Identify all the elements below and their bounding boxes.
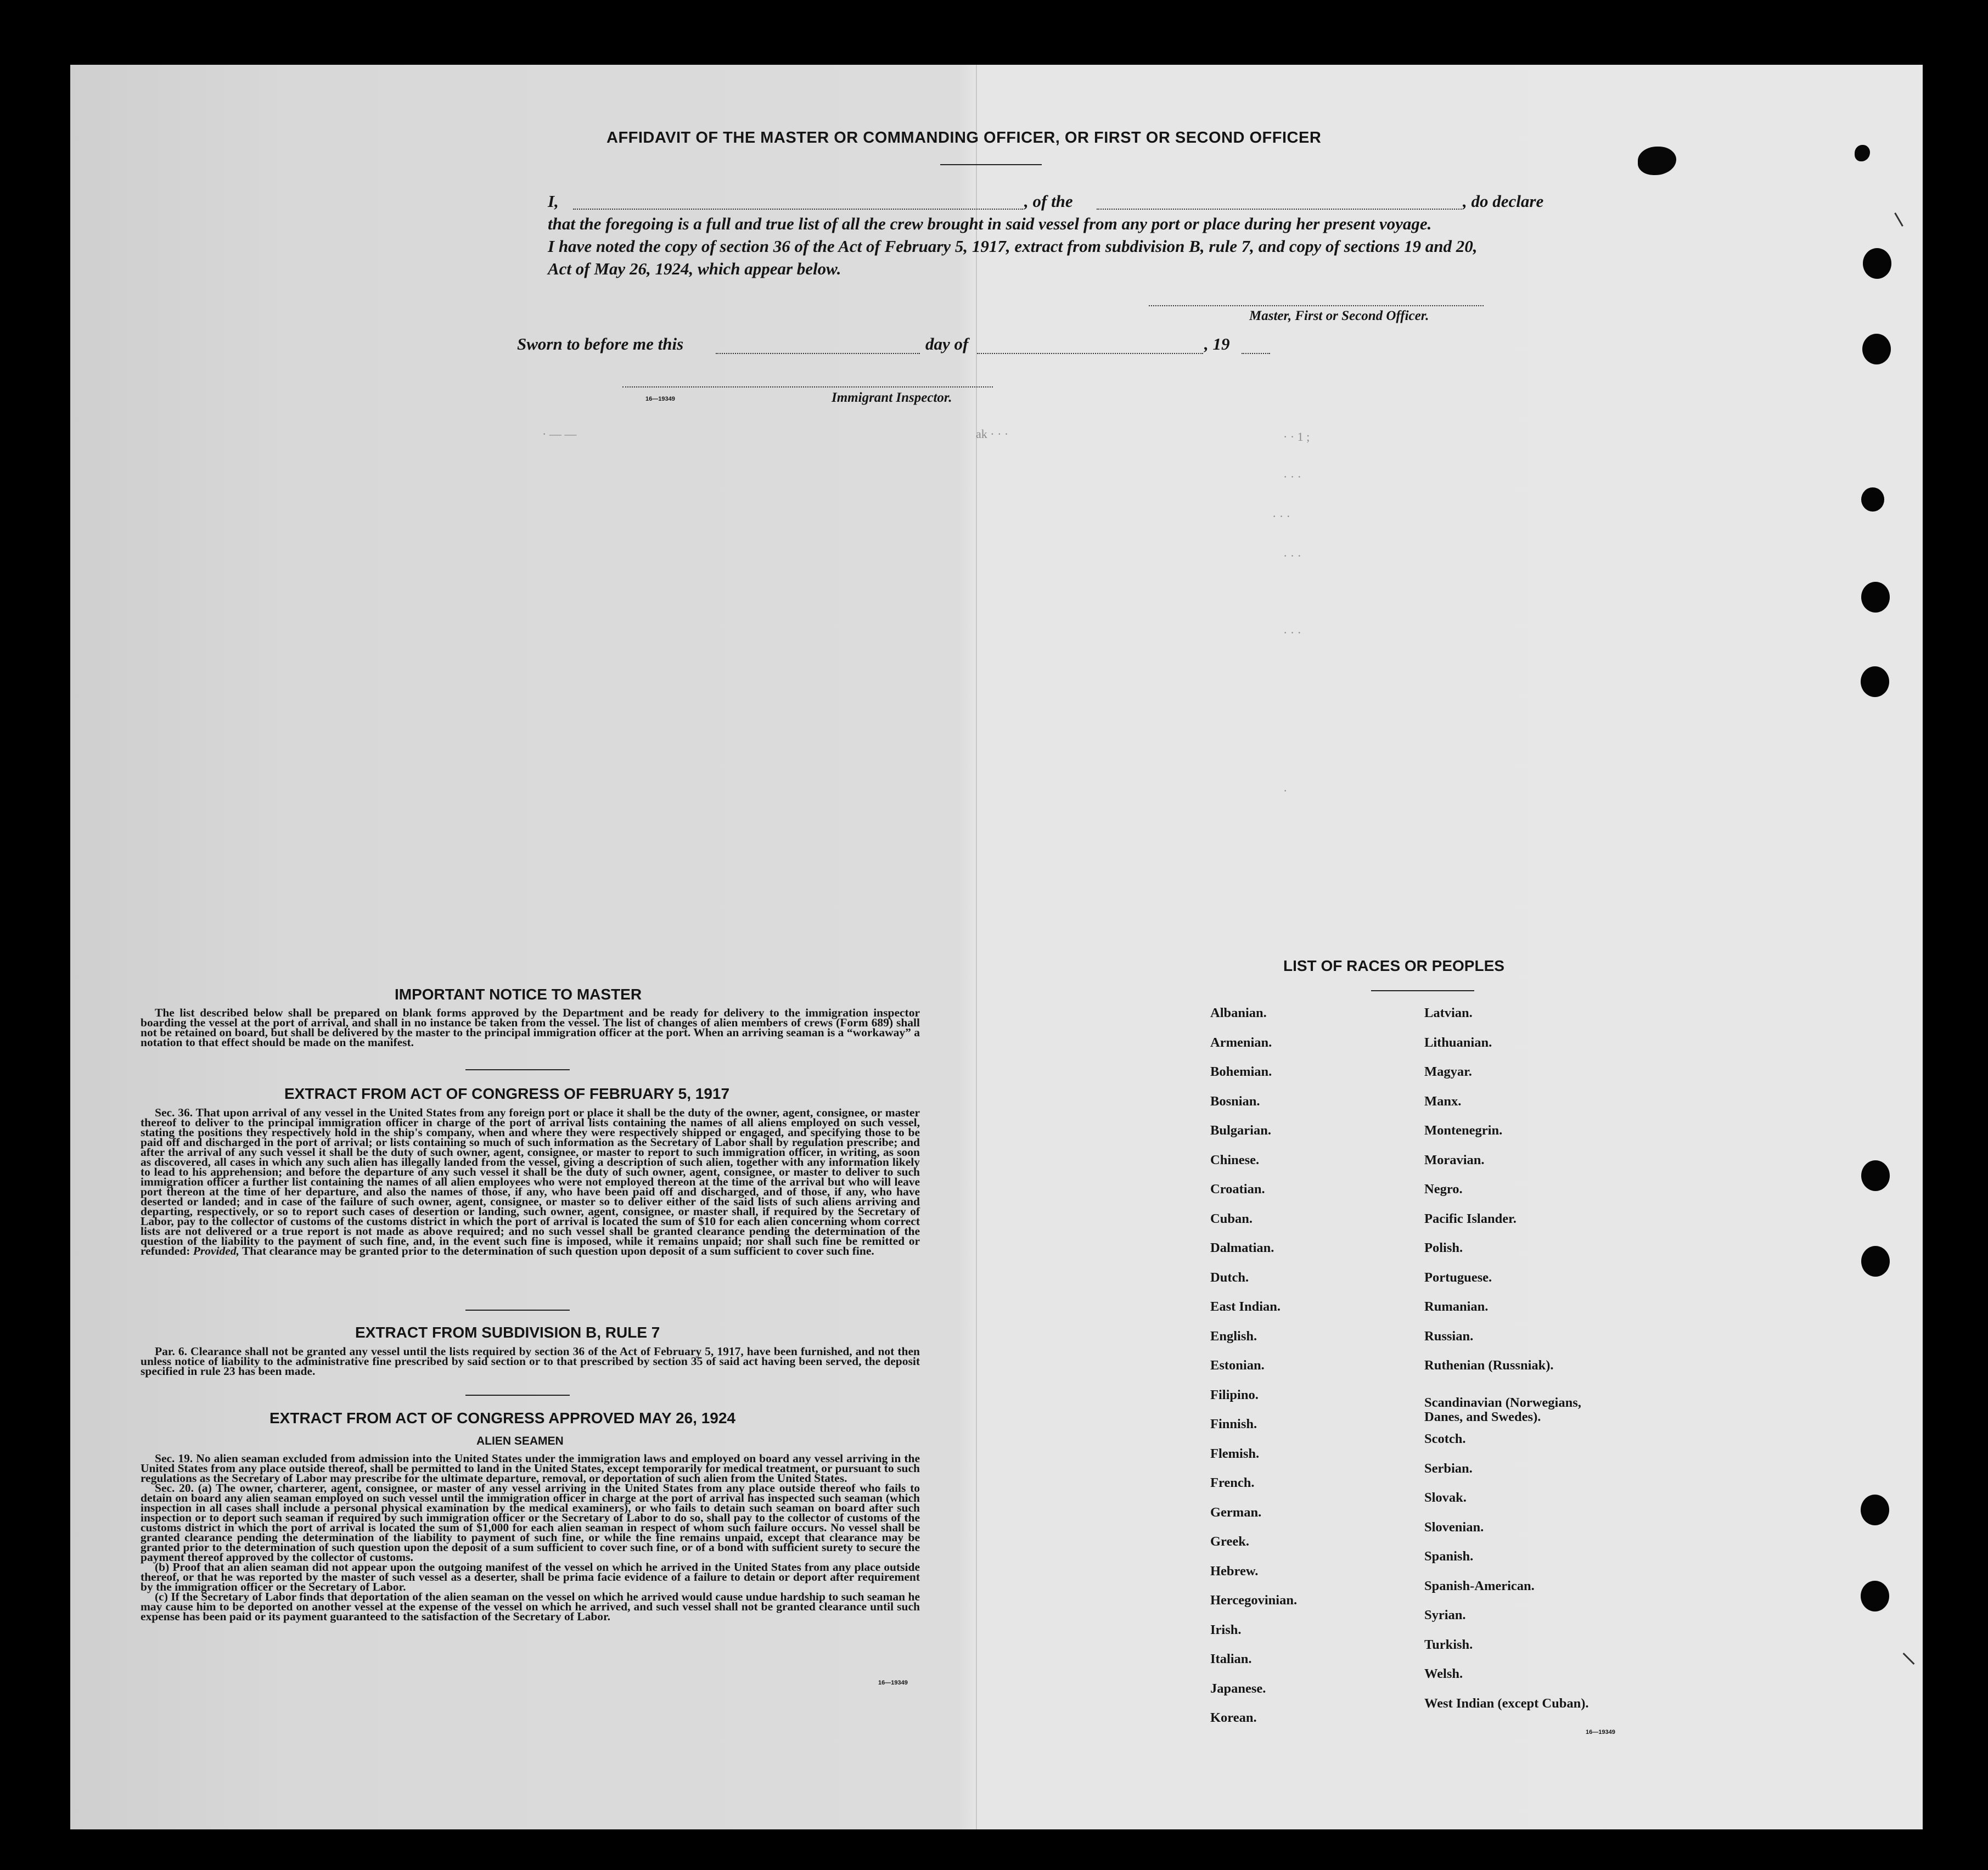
race-item: East Indian. — [1210, 1299, 1281, 1314]
bleed-through-mark: · · · — [1283, 626, 1301, 639]
sec20b-paragraph: (b) Proof that an alien seaman did not appear upon the outgoing manifest of the vessel on which he arrived in the United States from any place outside thereof, or that he was reported by the master of such vessel as a deserter, shall be prima facie evidence of a failure to detain or deport after requirement by the immigration officer or the Secretary of Labor. — [141, 1560, 920, 1593]
declaration-line-3: I have noted the copy of section 36 of the Act of February 5, 1917, extract from subdivision B, rule 7, and copy of sections 19 and 20, — [548, 237, 1478, 256]
notice-rule — [465, 1069, 570, 1070]
race-item: Ruthenian (Russniak). — [1424, 1358, 1554, 1373]
race-item: Hebrew. — [1210, 1563, 1259, 1579]
inspector-signature-line[interactable] — [622, 386, 993, 388]
ink-blot — [1855, 145, 1870, 161]
race-item: Bulgarian. — [1210, 1123, 1271, 1138]
master-signature-line[interactable] — [1149, 305, 1484, 306]
notice-text — [141, 1008, 920, 1047]
race-item: Serbian. — [1424, 1461, 1473, 1476]
notice-paragraph: The list described below shall be prepared on blank forms approved by the Department and be ready for delivery to the immigration inspector boarding the vessel at the port of arrival, and shall in no instance be taken from the vessel. The list of changes of alien members of crews (Form 689) shall not be retained on board, but shall be delivered by the master to the principal immigration officer at the port. When an arriving seaman is a “workaway” a notation to that effect should be made on the manifest. — [141, 1006, 920, 1049]
master-label: Master, First or Second Officer. — [1249, 308, 1429, 323]
sec19-paragraph: Sec. 19. No alien seaman excluded from admission into the United States under the immigration laws and employed on board any vessel arriving in the United States from any place outside thereof, shall be permitted to land in the United States, except temporarily for medical treatment, or pursuant to such regulations as the Secretary of Labor may prescribe for the ultimate departure, removal, or deportation of such alien from the United States. — [141, 1452, 920, 1485]
race-item: Spanish. — [1424, 1549, 1474, 1564]
race-item: Dalmatian. — [1210, 1240, 1274, 1255]
race-item: Dutch. — [1210, 1270, 1249, 1285]
race-item: Scandinavian (Norwegians, — [1424, 1395, 1581, 1410]
race-item: Filipino. — [1210, 1387, 1259, 1402]
sworn-year: , 19 — [1204, 334, 1230, 353]
punch-hole — [1861, 582, 1890, 613]
sec36-provided: Provided, — [193, 1244, 239, 1257]
notice-heading: IMPORTANT NOTICE TO MASTER — [395, 986, 642, 1003]
race-item: Flemish. — [1210, 1446, 1260, 1461]
decl-i: I, — [548, 192, 559, 211]
race-item: Welsh. — [1424, 1666, 1463, 1681]
declaration-line-4: Act of May 26, 1924, which appear below. — [548, 259, 841, 278]
race-item: West Indian (except Cuban). — [1424, 1695, 1589, 1711]
sworn-year-blank[interactable] — [1242, 353, 1270, 354]
rule7-paragraph: Par. 6. Clearance shall not be granted any vessel until the lists required by section 36 of the Act of February 5, 1917, have been furnished, and not then unless notice of liability to the administrative fine prescribed by said section or to that prescribed by section 35 of said act having been served, the deposit specified in rule 23 has been made. — [141, 1345, 920, 1378]
punch-hole — [1861, 1581, 1889, 1611]
bleed-through-mark: · — [1283, 784, 1288, 798]
race-item: Russian. — [1424, 1328, 1474, 1344]
race-item: Polish. — [1424, 1240, 1463, 1255]
races-rule — [1371, 990, 1474, 991]
bleed-through-mark: ak · · · — [976, 427, 1009, 441]
form-number-bottom-left: 16—19349 — [878, 1680, 908, 1686]
punch-hole — [1861, 1160, 1890, 1191]
race-item: Finnish. — [1210, 1417, 1257, 1431]
form-number-top: 16—19349 — [645, 396, 675, 402]
rule7-rule — [465, 1395, 570, 1396]
edge-mark — [1894, 212, 1903, 227]
race-item: Cuban. — [1210, 1211, 1253, 1226]
extract-1917-text — [141, 1108, 920, 1256]
race-item: Rumanian. — [1424, 1299, 1489, 1314]
bleed-through-mark: · · · — [1283, 470, 1301, 484]
rule7-text — [141, 1346, 920, 1376]
extract-1924-heading: EXTRACT FROM ACT OF CONGRESS APPROVED MAY 26, 1924 — [269, 1409, 735, 1427]
race-item: Armenian. — [1210, 1035, 1272, 1050]
title-rule — [940, 164, 1042, 165]
decl-do-declare: , do declare — [1463, 192, 1544, 211]
race-item: Estonian. — [1210, 1358, 1265, 1373]
punch-hole — [1863, 248, 1891, 279]
punch-hole — [1861, 1246, 1890, 1277]
page-fold — [976, 65, 977, 1829]
race-item: Croatian. — [1210, 1182, 1265, 1197]
sec20a-paragraph: Sec. 20. (a) The owner, charterer, agent, consignee, or master of any vessel arriving in the United States from any place outside thereof who fails to detain on board any alien seaman employed on such vessel until the immigration officer in charge at the port of arrival has inspected such seaman (which inspection in all cases shall include a personal physical examination by the medical examiners), or who fails to detain such seaman on board after such inspection or to deport such seaman if required by such immigration officer or the Secretary of Labor to do so, shall pay to the collector of customs of the customs district in which the port of arrival is located the sum of $1,000 for each alien seaman in respect of whom such failure occurs. No vessel shall be granted clearance pending the determination of the liability to payment of such fine, or while the fine remains unpaid, except that clearance may be granted prior to the determination of such question upon the deposit of a sum sufficient to cover such fine, or of a bond with sufficient surety to secure the payment thereof approved by the collector of customs. — [141, 1481, 920, 1564]
race-item: English. — [1210, 1328, 1257, 1344]
race-item: Hercegovinian. — [1210, 1593, 1298, 1608]
race-item: Spanish-American. — [1424, 1578, 1535, 1593]
race-item: Magyar. — [1424, 1064, 1472, 1079]
punch-hole — [1861, 666, 1889, 697]
race-item: Korean. — [1210, 1710, 1257, 1725]
declaration-line-1 — [548, 190, 1569, 212]
race-item: Negro. — [1424, 1182, 1463, 1197]
race-item: Bohemian. — [1210, 1064, 1272, 1079]
punch-hole — [1862, 334, 1891, 364]
extract-1917-heading: EXTRACT FROM ACT OF CONGRESS OF FEBRUARY 5, 1917 — [284, 1085, 730, 1102]
race-item: Slovenian. — [1424, 1519, 1484, 1535]
sworn-text: Sworn to before me this — [517, 334, 684, 353]
decl-of-the: , of the — [1024, 192, 1073, 211]
sworn-month-blank[interactable] — [977, 353, 1203, 354]
race-item: Irish. — [1210, 1622, 1242, 1637]
race-item: Portuguese. — [1424, 1270, 1492, 1285]
sworn-line — [517, 334, 1340, 357]
race-item: Manx. — [1424, 1093, 1462, 1109]
sec36-text-end: That clearance may be granted prior to the determination of such question upon deposit of a sum sufficient to cover such fine. — [242, 1244, 874, 1257]
sec36-text: Sec. 36. That upon arrival of any vessel in the United States from any foreign port or place it shall be the duty of the owner, agent, consignee, or master thereof to deliver to the principal immigration officer in charge of the port of arrival lists containing the names of all aliens employed on such vessel, stating the positions they respectively hold in the ship's company, when and where they were respectively shipped or engaged, and specifying those to be paid off and discharged in the port of arrival; or lists containing so much of such information as the Secretary of Labor shall by regulation prescribe; and after the arrival of any such vessel it shall be the duty of such owner, agent, consignee, or master to report to such immigration officer, in writing, as soon as discovered, all cases in which any such alien has illegally landed from the vessel, giving a description of such alien, together with any information likely to lead to his apprehension; and before the departure of any such vessel it shall be the duty of such owner, agent, consignee, or master to deliver to such immigration officer a further list containing the names of all alien employees who were not employed thereon at the time of the arrival but who will leave port thereon at the time of her departure, and also the names of those, if any, who have been paid off and discharged, and of those, if any, who have deserted or landed; and in case of the failure of such owner, agent, consignee, or master so to deliver either of the said lists of such aliens arriving and departing, respectively, or so to report such cases of desertion or landing, such owner, agent, consignee, or master shall, if required by the Secretary of Labor, pay to the collector of customs of the customs district in which the port of arrival is located the sum of $10 for each alien concerning whom correct lists are not delivered or a true report is not made as above required; and no such vessel shall be granted clearance pending the determination of the question of the liability to the payment of such fine, and, in the event such fine is imposed, while it remains unpaid; nor shall such fine be remitted or refunded: — [141, 1106, 920, 1257]
race-item: Scotch. — [1424, 1431, 1466, 1446]
bleed-through-mark: · — — — [542, 427, 577, 441]
punch-hole — [1861, 1495, 1889, 1525]
document-page — [70, 65, 1923, 1829]
race-item: Lithuanian. — [1424, 1035, 1492, 1050]
affidavit-title: AFFIDAVIT OF THE MASTER OR COMMANDING OFFICER, OR FIRST OR SECOND OFFICER — [606, 129, 1322, 147]
race-item: Slovak. — [1424, 1490, 1467, 1505]
race-item: Italian. — [1210, 1652, 1252, 1666]
races-heading: LIST OF RACES OR PEOPLES — [1283, 957, 1504, 974]
race-item: French. — [1210, 1475, 1255, 1490]
name-blank[interactable] — [573, 209, 1023, 210]
race-item: Pacific Islander. — [1424, 1211, 1517, 1226]
sec20c-paragraph: (c) If the Secretary of Labor finds that deportation of the alien seaman on the vessel on which he arrived would cause undue hardship to such seaman he may cause him to be deported on another vessel at the expense of the vessel on which he arrived, and such vessel shall not be granted clearance until such expense has been paid or its payment guaranteed to the satisfaction of the Secretary of Labor. — [141, 1590, 920, 1623]
bleed-through-mark: · · 1 ; — [1283, 430, 1310, 443]
race-scandinavian-cont: Danes, and Swedes). — [1424, 1409, 1541, 1424]
race-item: Albanian. — [1210, 1006, 1267, 1020]
bleed-through-mark: · · · — [1283, 549, 1301, 563]
race-item: Syrian. — [1424, 1608, 1466, 1622]
sworn-day-blank[interactable] — [716, 353, 920, 354]
bleed-through-mark: · · · — [1272, 509, 1290, 523]
race-item: Chinese. — [1210, 1152, 1260, 1167]
race-item: Moravian. — [1424, 1152, 1485, 1167]
alien-seamen-heading: ALIEN SEAMEN — [476, 1435, 564, 1447]
edge-mark — [1903, 1653, 1915, 1665]
race-item: Bosnian. — [1210, 1093, 1260, 1109]
race-item: Turkish. — [1424, 1637, 1473, 1652]
vessel-blank[interactable] — [1097, 209, 1462, 210]
extract-1917-rule — [465, 1310, 570, 1311]
punch-hole — [1861, 487, 1884, 512]
declaration-line-2: that the foregoing is a full and true list of all the crew brought in said vessel from any port or place during her present voyage. — [548, 214, 1432, 233]
race-item: Montenegrin. — [1424, 1123, 1503, 1138]
ink-blot — [1638, 147, 1676, 175]
race-item: Latvian. — [1424, 1006, 1473, 1020]
race-item: Greek. — [1210, 1534, 1249, 1549]
race-item: German. — [1210, 1504, 1262, 1520]
extract-1924-text — [141, 1453, 920, 1621]
sworn-day-of: day of — [925, 334, 969, 353]
rule7-heading: EXTRACT FROM SUBDIVISION B, RULE 7 — [355, 1324, 660, 1341]
race-item: Japanese. — [1210, 1681, 1266, 1696]
inspector-label: Immigrant Inspector. — [832, 390, 952, 405]
form-number-races: 16—19349 — [1586, 1729, 1615, 1736]
